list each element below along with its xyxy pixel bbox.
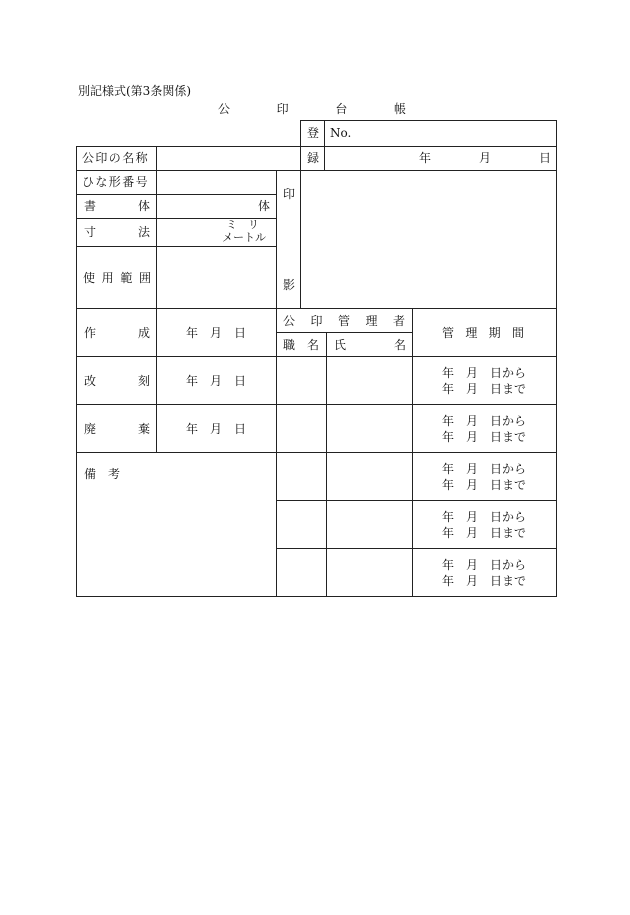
table-line (276, 548, 556, 549)
period-from-1[interactable]: 年 月 日から (442, 366, 527, 380)
form-label: 別記様式(第3条関係) (78, 84, 191, 98)
period-to-4[interactable]: 年 月 日まで (442, 526, 527, 540)
creation-label: 作 成 (84, 326, 150, 340)
creation-date[interactable]: 年 月 日 (186, 326, 246, 340)
period-to-5[interactable]: 年 月 日まで (442, 574, 527, 588)
seal-impression-label-bottom: 影 (283, 278, 296, 292)
registration-no-field[interactable]: No. (330, 126, 352, 140)
table-line (76, 146, 77, 596)
table-line (276, 332, 412, 333)
page-title: 公 印 台 帳 (218, 102, 406, 116)
registration-year[interactable]: 年 (419, 151, 432, 165)
registration-day[interactable]: 日 (539, 151, 552, 165)
unit-millimeter-line1: ミ リ (226, 218, 259, 231)
table-line (76, 356, 556, 357)
table-line (324, 120, 325, 170)
seal-manager-header: 公 印 管 理 者 (283, 314, 405, 328)
registration-label-bottom: 録 (307, 151, 320, 165)
disposal-date[interactable]: 年 月 日 (186, 422, 246, 436)
post-name-header: 職 名 (283, 338, 319, 352)
remarks-label: 備 考 (84, 467, 120, 481)
period-from-5[interactable]: 年 月 日から (442, 558, 527, 572)
disposal-label: 廃 棄 (84, 422, 150, 436)
table-line (300, 120, 556, 121)
template-number-label: ひな形番号 (82, 175, 150, 189)
table-line (76, 596, 557, 597)
management-period-header: 管 理 期 間 (442, 326, 524, 340)
seal-name-label: 公印の名称 (82, 151, 150, 165)
table-line (76, 404, 556, 405)
recarving-date[interactable]: 年 月 日 (186, 374, 246, 388)
period-from-3[interactable]: 年 月 日から (442, 462, 527, 476)
table-line (300, 120, 301, 308)
recarving-label: 改 刻 (84, 374, 150, 388)
table-line (326, 332, 327, 596)
table-line (76, 170, 556, 171)
dimensions-label: 寸 法 (84, 225, 150, 239)
table-line (156, 146, 157, 452)
typeface-suffix: 体 (258, 199, 271, 213)
table-line (412, 308, 413, 596)
unit-millimeter-line2: メートル (222, 231, 266, 244)
registration-month[interactable]: 月 (479, 151, 492, 165)
registration-label-top: 登 (307, 126, 320, 140)
typeface-label: 書 体 (84, 199, 150, 213)
table-line (276, 170, 277, 596)
period-to-2[interactable]: 年 月 日まで (442, 430, 527, 444)
person-name-header: 氏 名 (334, 338, 406, 352)
usage-range-label: 使 用 範 囲 (83, 271, 151, 285)
table-line (76, 308, 556, 309)
table-line (76, 246, 276, 247)
table-line (76, 194, 276, 195)
table-line (556, 120, 557, 596)
period-from-4[interactable]: 年 月 日から (442, 510, 527, 524)
period-from-2[interactable]: 年 月 日から (442, 414, 527, 428)
period-to-3[interactable]: 年 月 日まで (442, 478, 527, 492)
seal-impression-label-top: 印 (283, 187, 296, 201)
period-to-1[interactable]: 年 月 日まで (442, 382, 527, 396)
table-line (276, 500, 556, 501)
table-line (76, 146, 556, 147)
table-line (76, 452, 556, 453)
